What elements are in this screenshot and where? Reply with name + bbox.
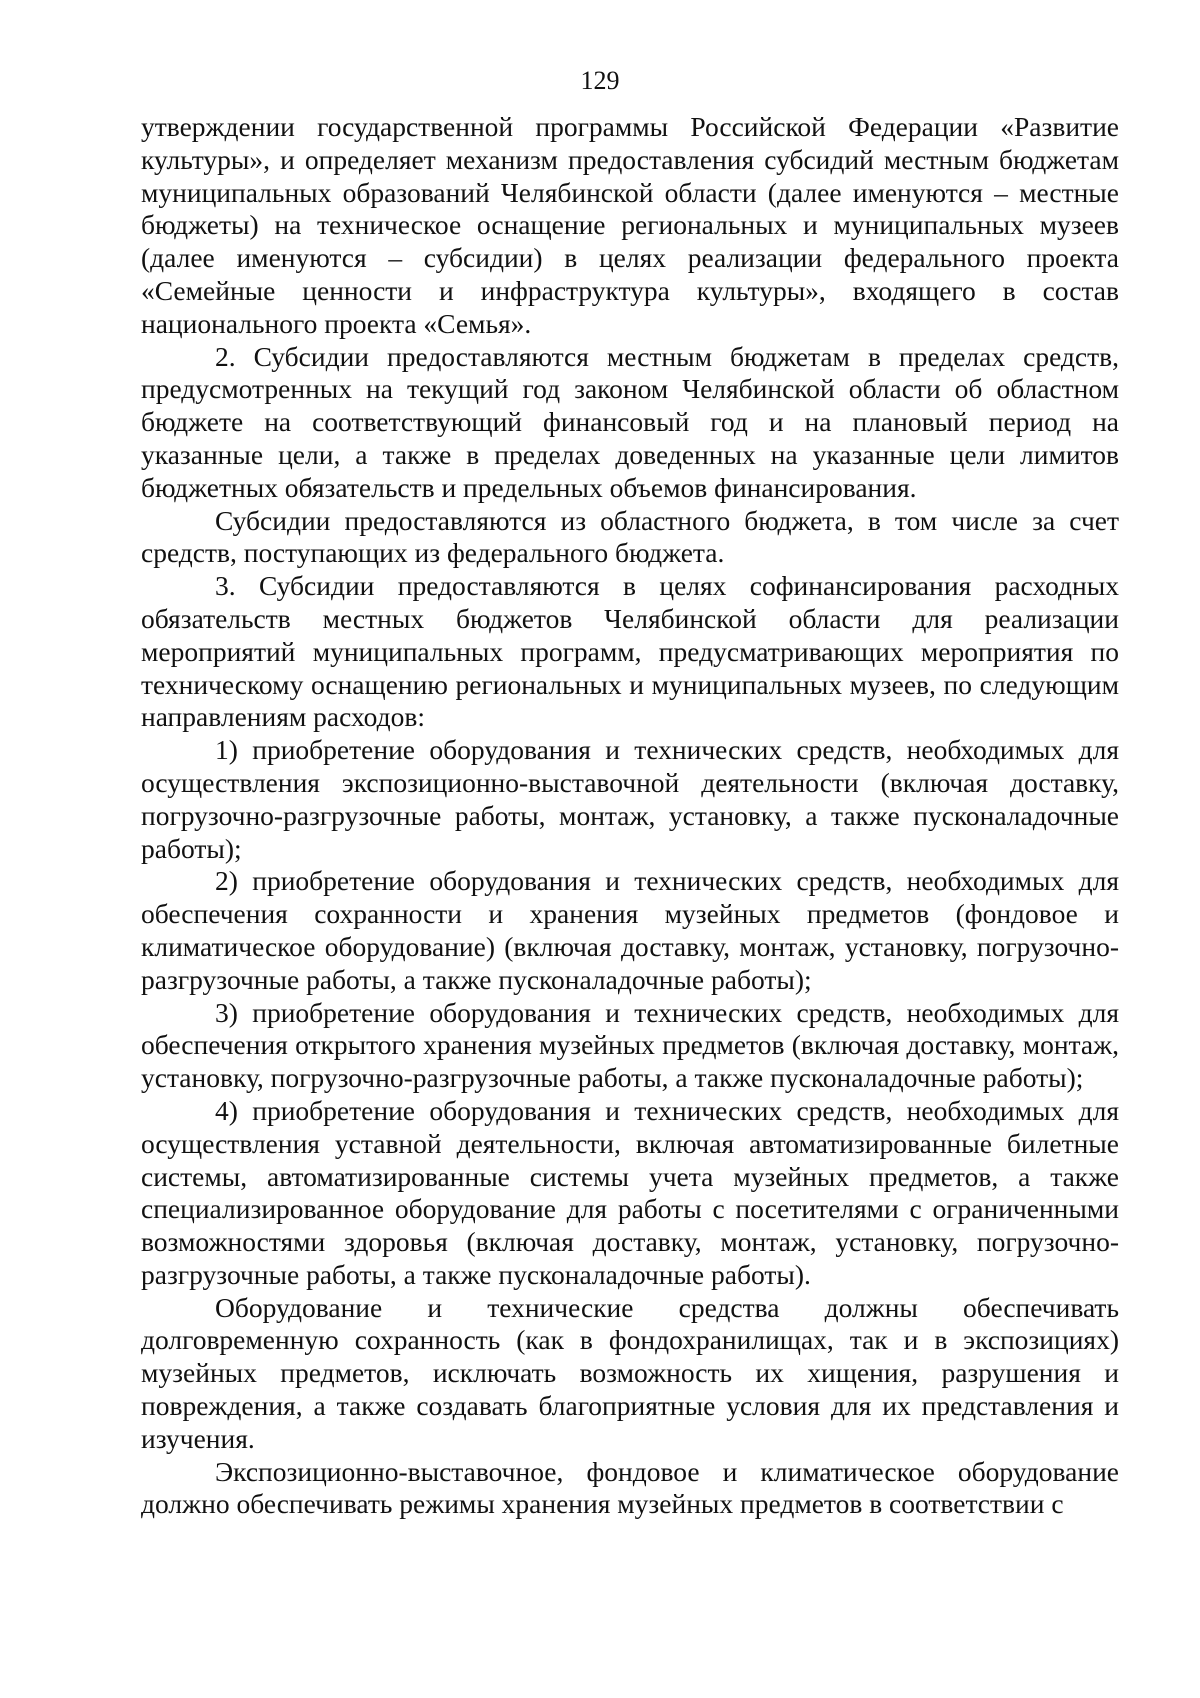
paragraph-continuation: утверждении государственной программы Российской Федерации «Развитие культуры», и определяет механизм предоставления субсидий местным бюджетам муниципальных образований Челябинской области (далее именуются – местные бюджеты) на техническое оснащение региональных и муниципальных музеев (далее именуются – субсидии) в целях реализации федерального проекта «Семейные ценности и инфраструктура культуры», входящего в состав национального проекта «Семья». xyxy=(141,111,1119,339)
list-item-3: 3) приобретение оборудования и технических средств, необходимых для обеспечения открытого хранения музейных предметов (включая доставку, монтаж, установку, погрузочно-разгрузочные работы, а также пусконаладочные работы); xyxy=(141,996,1119,1094)
paragraph-item-2: 2. Субсидии предоставляются местным бюджетам в пределах средств, предусмотренных на текущий год законом Челябинской области об областном бюджете на соответствующий финансовый год и на плановый период на указанные цели, а также в пределах доведенных на указанные цели лимитов бюджетных обязательств и предельных объемов финансирования. xyxy=(141,340,1119,503)
paragraph-equipment-requirements: Оборудование и технические средства должны обеспечивать долговременную сохранность (как в фондохранилищах, так и в экспозициях) музейных предметов, исключать возможность их хищения, разрушения и повреждения, а также создавать благоприятные условия для их представления и изучения. xyxy=(141,1291,1119,1454)
page-number: 129 xyxy=(580,66,620,95)
list-item-4: 4) приобретение оборудования и технических средств, необходимых для осуществления уставной деятельности, включая автоматизированные билетные системы, автоматизированные системы учета музейных предметов, а также специализированное оборудование для работы с посетителями с ограниченными возможностями здоровья (включая доставку, монтаж, установку, погрузочно-разгрузочные работы, а также пусконаладочные работы). xyxy=(141,1094,1119,1290)
paragraph-storage-regimes: Экспозиционно-выставочное, фондовое и климатическое оборудование должно обеспечивать режимы хранения музейных предметов в соответствии с xyxy=(141,1455,1119,1520)
paragraph-subsidy-sources: Субсидии предоставляются из областного бюджета, в том числе за счет средств, поступающих из федерального бюджета. xyxy=(141,504,1119,569)
list-item-1: 1) приобретение оборудования и технических средств, необходимых для осуществления экспозиционно-выставочной деятельности (включая доставку, погрузочно-разгрузочные работы, монтаж, установку, а также пусконаладочные работы); xyxy=(141,734,1119,864)
list-item-2: 2) приобретение оборудования и технических средств, необходимых для обеспечения сохранности и хранения музейных предметов (фондовое и климатическое оборудование) (включая доставку, монтаж, установку, погрузочно-разгрузочные работы, а также пусконаладочные работы); xyxy=(141,865,1119,995)
document-body xyxy=(141,111,1119,1521)
paragraph-item-3: 3. Субсидии предоставляются в целях софинансирования расходных обязательств местных бюджетов Челябинской области для реализации мероприятий муниципальных программ, предусматривающих мероприятия по техническому оснащению региональных и муниципальных музеев, по следующим направлениям расходов: xyxy=(141,570,1119,733)
